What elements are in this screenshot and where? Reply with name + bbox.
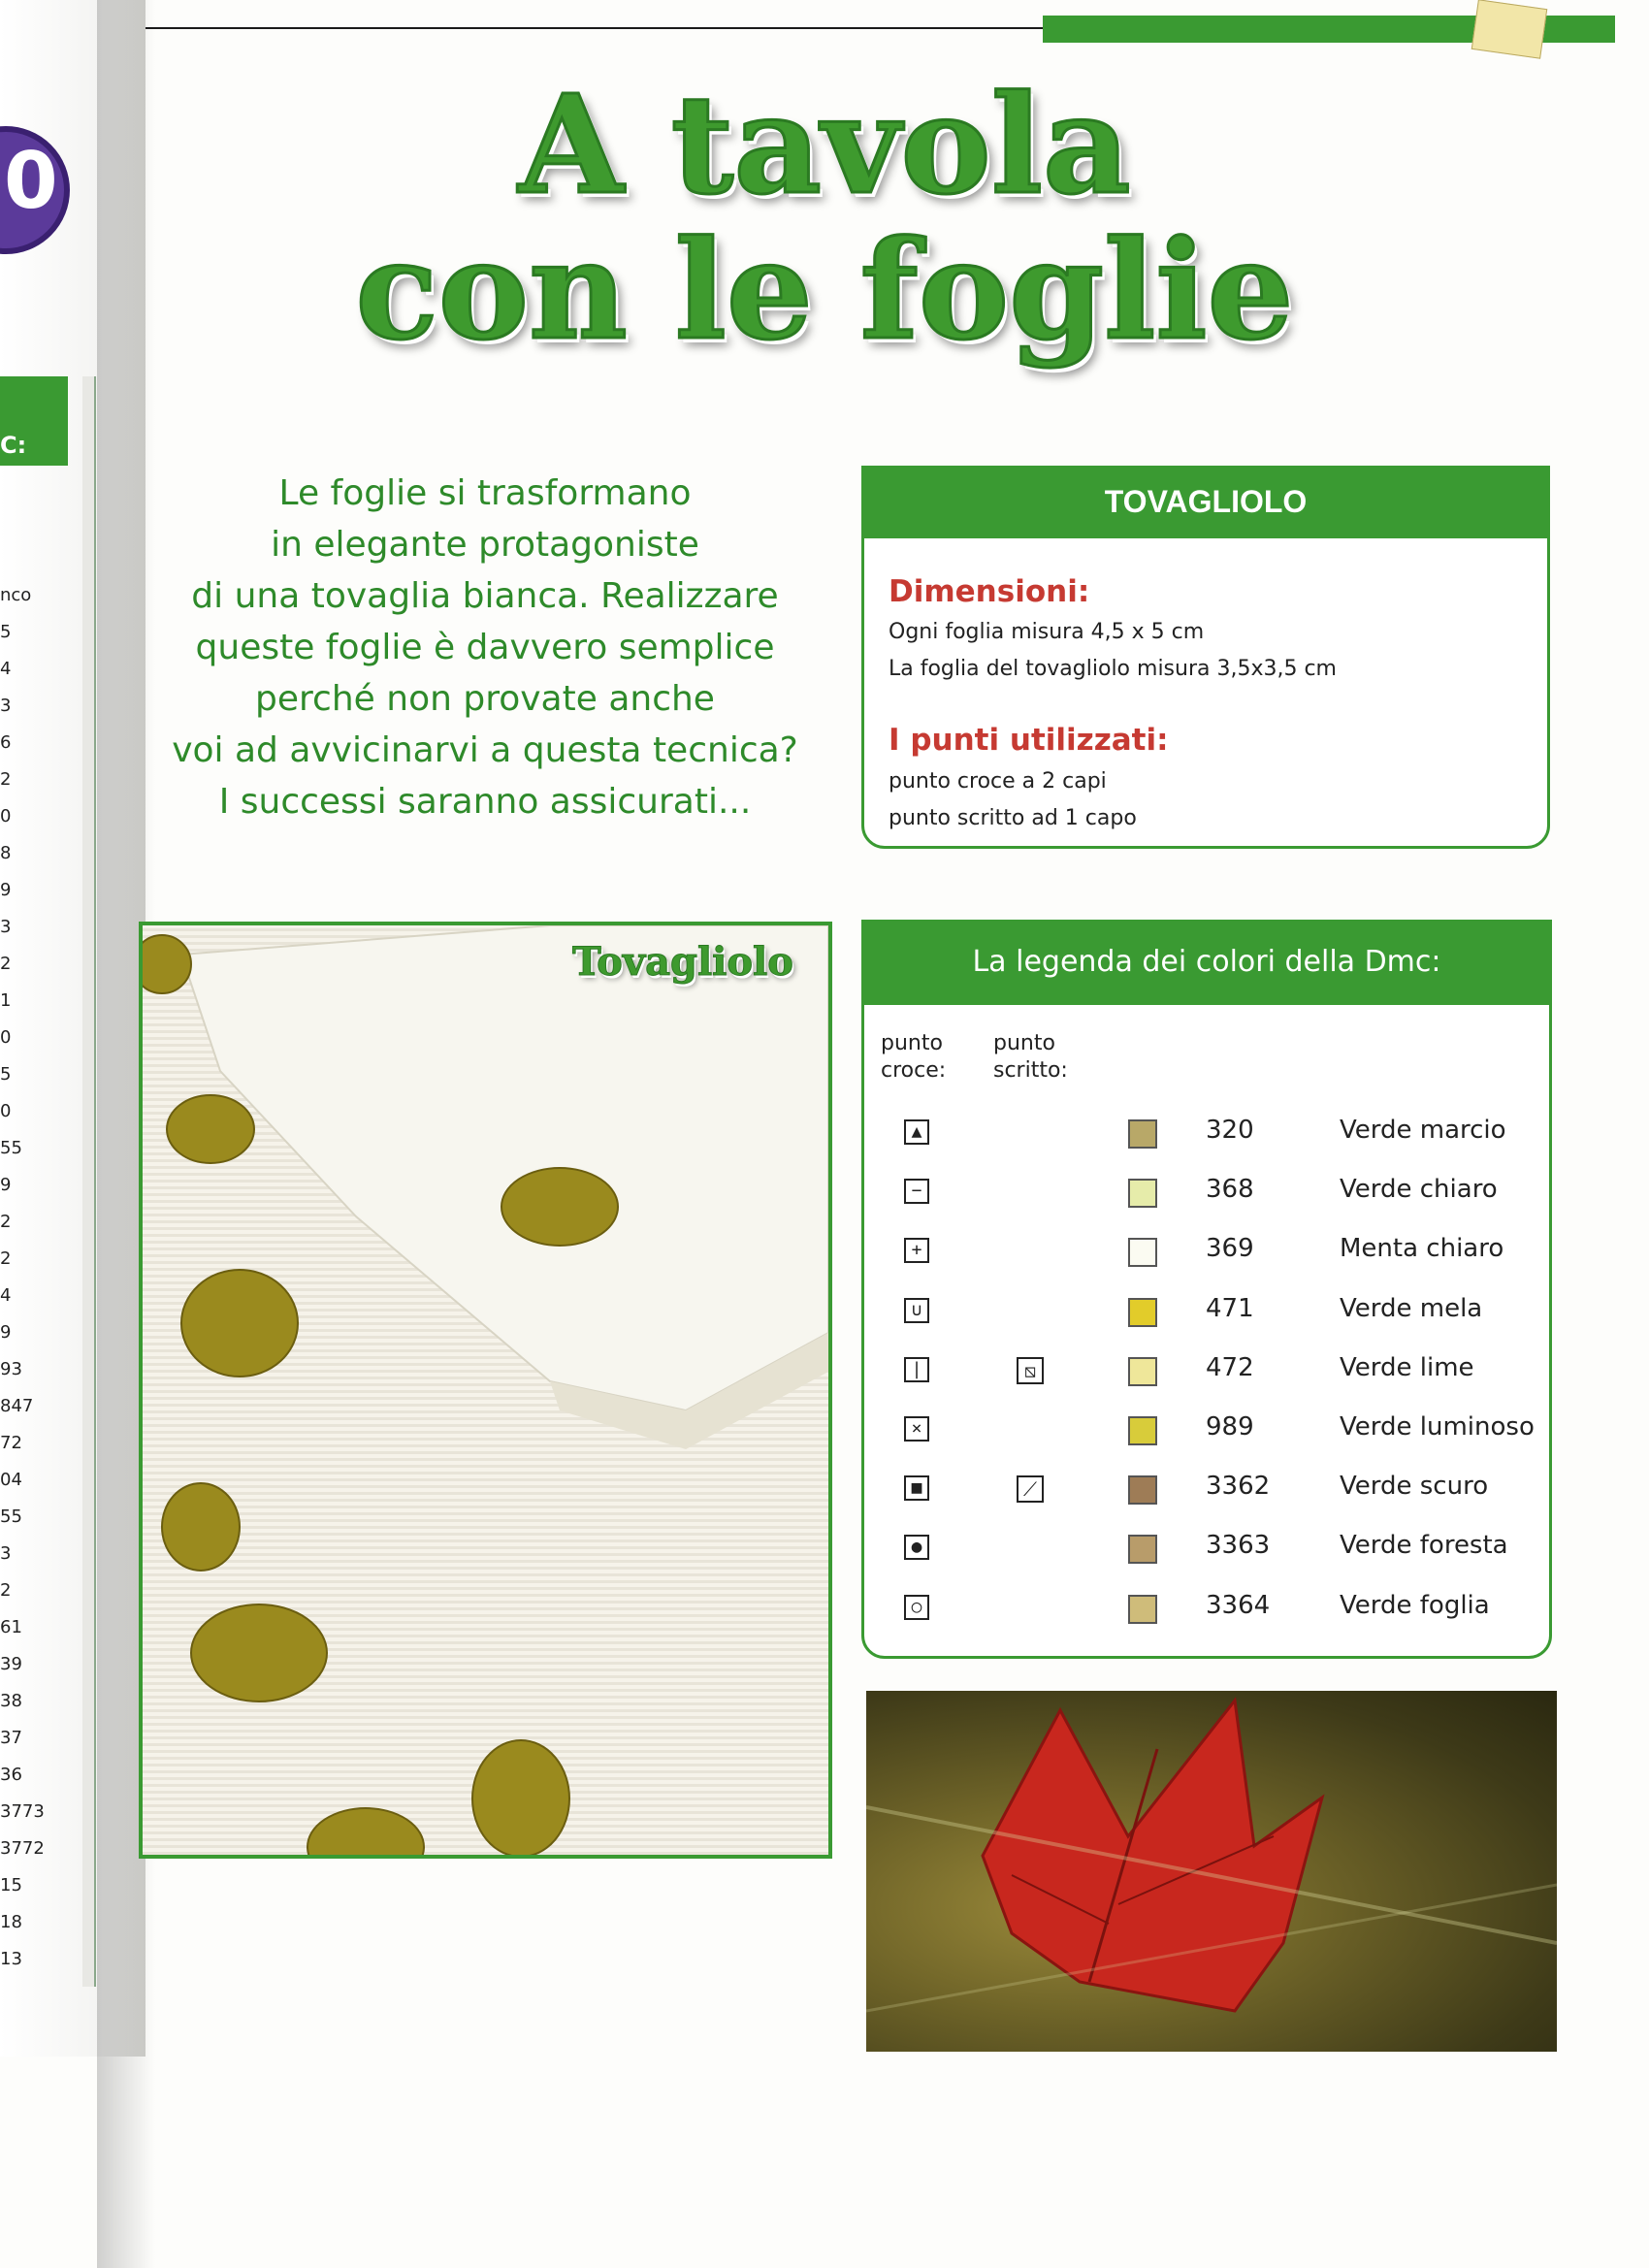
title-line-2: con le foglie xyxy=(355,211,1294,371)
column-header-croce xyxy=(881,1030,946,1085)
left-page-number: 3 xyxy=(0,917,12,937)
napkin-photo-label: Tovagliolo xyxy=(572,939,793,985)
dimensioni-line: Ogni foglia misura 4,5 x 5 cm xyxy=(889,620,1205,644)
left-page-number: 04 xyxy=(0,1470,22,1490)
dmc-code: 472 xyxy=(1206,1352,1254,1382)
punti-line: punto scritto ad 1 capo xyxy=(889,806,1137,830)
left-page-number: 4 xyxy=(0,1285,12,1306)
left-page-number-list xyxy=(0,577,68,1978)
left-page-number: 3772 xyxy=(0,1838,45,1859)
left-page-number: 15 xyxy=(0,1875,22,1895)
left-page-number: 2 xyxy=(0,769,12,790)
column-header-line: croce: xyxy=(881,1058,947,1083)
left-page-number: 0 xyxy=(0,1027,12,1048)
cross-stitch-symbol-icon: ▲ xyxy=(904,1119,929,1145)
legend-row xyxy=(861,1106,1552,1165)
dmc-code: 3364 xyxy=(1206,1590,1271,1620)
left-page-badge-char: 0 xyxy=(4,136,58,226)
color-swatch xyxy=(1128,1238,1157,1267)
cross-stitch-symbol-icon: ■ xyxy=(904,1475,929,1501)
legend-row xyxy=(861,1521,1552,1580)
left-page-strip-text: C: xyxy=(0,432,27,459)
left-page-number: 2 xyxy=(0,1248,12,1269)
red-leaf-photo xyxy=(866,1691,1557,2052)
napkin-photo-illustration xyxy=(143,925,828,1855)
left-page-table-border xyxy=(82,376,96,1987)
left-page-number: nco xyxy=(0,585,32,605)
legend-row xyxy=(861,1224,1552,1283)
left-page-number: 8 xyxy=(0,843,12,863)
color-swatch xyxy=(1128,1475,1157,1505)
cross-stitch-symbol-icon: ∪ xyxy=(904,1298,929,1323)
cross-stitch-symbol-icon: ○ xyxy=(904,1595,929,1620)
color-swatch xyxy=(1128,1416,1157,1445)
dimensioni-label: Dimensioni: xyxy=(889,574,1090,609)
column-header-line: scritto: xyxy=(993,1058,1068,1083)
backstitch-symbol-icon: ⧅ xyxy=(1017,1357,1044,1384)
dmc-code: 368 xyxy=(1206,1175,1254,1205)
left-page-number: 55 xyxy=(0,1138,22,1158)
cross-stitch-symbol-icon: − xyxy=(904,1179,929,1204)
left-page-number: 39 xyxy=(0,1654,22,1674)
color-swatch xyxy=(1128,1595,1157,1624)
column-header-line: punto xyxy=(993,1031,1055,1055)
intro-paragraph xyxy=(146,468,824,827)
left-page-number: 4 xyxy=(0,659,12,679)
dmc-code: 3362 xyxy=(1206,1472,1271,1502)
left-page-number: 2 xyxy=(0,954,12,974)
left-page-number: 13 xyxy=(0,1949,22,1969)
cross-stitch-symbol-icon: ● xyxy=(904,1535,929,1560)
color-name: Verde foglia xyxy=(1340,1590,1490,1620)
red-leaf-illustration xyxy=(866,1691,1557,2052)
left-page-number: 847 xyxy=(0,1396,34,1416)
color-name: Verde scuro xyxy=(1340,1472,1489,1502)
left-page-number: 3 xyxy=(0,1543,12,1564)
dmc-code: 320 xyxy=(1206,1116,1254,1145)
tovagliolo-heading: TOVAGLIOLO xyxy=(861,466,1550,538)
legend-row xyxy=(861,1581,1552,1640)
left-page-number: 37 xyxy=(0,1728,22,1748)
left-page-number: 36 xyxy=(0,1765,22,1785)
punti-label: I punti utilizzati: xyxy=(889,723,1169,758)
color-name: Verde marcio xyxy=(1340,1116,1506,1145)
intro-line: Le foglie si trasformano xyxy=(278,473,692,513)
left-page-number: 2 xyxy=(0,1580,12,1601)
color-swatch xyxy=(1128,1357,1157,1386)
legend-row xyxy=(861,1403,1552,1462)
left-page-number: 3773 xyxy=(0,1801,45,1822)
top-rule xyxy=(146,27,1043,29)
intro-line: voi ad avvicinarvi a questa tecnica? xyxy=(172,730,798,770)
legend-row xyxy=(861,1462,1552,1521)
dmc-code: 369 xyxy=(1206,1234,1254,1264)
left-page-number: 0 xyxy=(0,1101,12,1121)
legend-row xyxy=(861,1165,1552,1224)
dmc-code: 989 xyxy=(1206,1412,1254,1442)
color-name: Verde chiaro xyxy=(1340,1175,1498,1205)
dimensioni-line: La foglia del tovagliolo misura 3,5x3,5 cm xyxy=(889,657,1337,681)
color-swatch xyxy=(1128,1298,1157,1327)
title-line-1: A tavola xyxy=(518,66,1131,225)
intro-line: perché non provate anche xyxy=(255,679,715,719)
left-page-number: 0 xyxy=(0,806,12,826)
left-page-number: 9 xyxy=(0,880,12,900)
dmc-code: 3363 xyxy=(1206,1531,1271,1561)
left-page-number: 6 xyxy=(0,732,12,753)
left-page-number: 5 xyxy=(0,622,12,642)
cross-stitch-symbol-icon: | xyxy=(904,1357,929,1382)
cross-stitch-symbol-icon: + xyxy=(904,1238,929,1263)
intro-line: di una tovaglia bianca. Realizzare xyxy=(191,576,779,616)
left-page-number: 2 xyxy=(0,1212,12,1232)
intro-line: in elegante protagoniste xyxy=(271,525,699,565)
punti-line: punto croce a 2 capi xyxy=(889,769,1107,794)
color-legend-heading: La legenda dei colori della Dmc: xyxy=(861,920,1552,1005)
left-page-number: 93 xyxy=(0,1359,22,1379)
color-name: Menta chiaro xyxy=(1340,1234,1504,1264)
color-name: Verde luminoso xyxy=(1340,1412,1535,1442)
color-name: Verde mela xyxy=(1340,1293,1483,1323)
color-swatch xyxy=(1128,1535,1157,1564)
color-name: Verde lime xyxy=(1340,1352,1474,1382)
left-page-number: 1 xyxy=(0,990,12,1011)
color-name: Verde foresta xyxy=(1340,1531,1508,1561)
left-page-number: 3 xyxy=(0,696,12,716)
color-swatch xyxy=(1128,1119,1157,1149)
page-title xyxy=(291,66,1358,371)
left-page-number: 61 xyxy=(0,1617,22,1637)
left-page-number: 55 xyxy=(0,1507,22,1527)
left-page-number: 18 xyxy=(0,1912,22,1932)
corner-tag-icon xyxy=(1471,0,1548,59)
intro-line: I successi saranno assicurati... xyxy=(218,782,752,822)
column-header-line: punto xyxy=(881,1031,943,1055)
legend-row xyxy=(861,1284,1552,1344)
legend-row xyxy=(861,1344,1552,1403)
napkin-photo xyxy=(139,922,832,1859)
left-page-number: 38 xyxy=(0,1691,22,1711)
left-page-number: 9 xyxy=(0,1175,12,1195)
left-page-number: 9 xyxy=(0,1322,12,1343)
column-header-scritto xyxy=(993,1030,1068,1085)
dmc-code: 471 xyxy=(1206,1293,1254,1323)
intro-line: queste foglie è davvero semplice xyxy=(195,628,775,667)
left-page-number: 72 xyxy=(0,1433,22,1453)
backstitch-symbol-icon: ⟋ xyxy=(1017,1475,1044,1503)
left-page-number: 5 xyxy=(0,1064,12,1085)
color-swatch xyxy=(1128,1179,1157,1208)
cross-stitch-symbol-icon: × xyxy=(904,1416,929,1442)
